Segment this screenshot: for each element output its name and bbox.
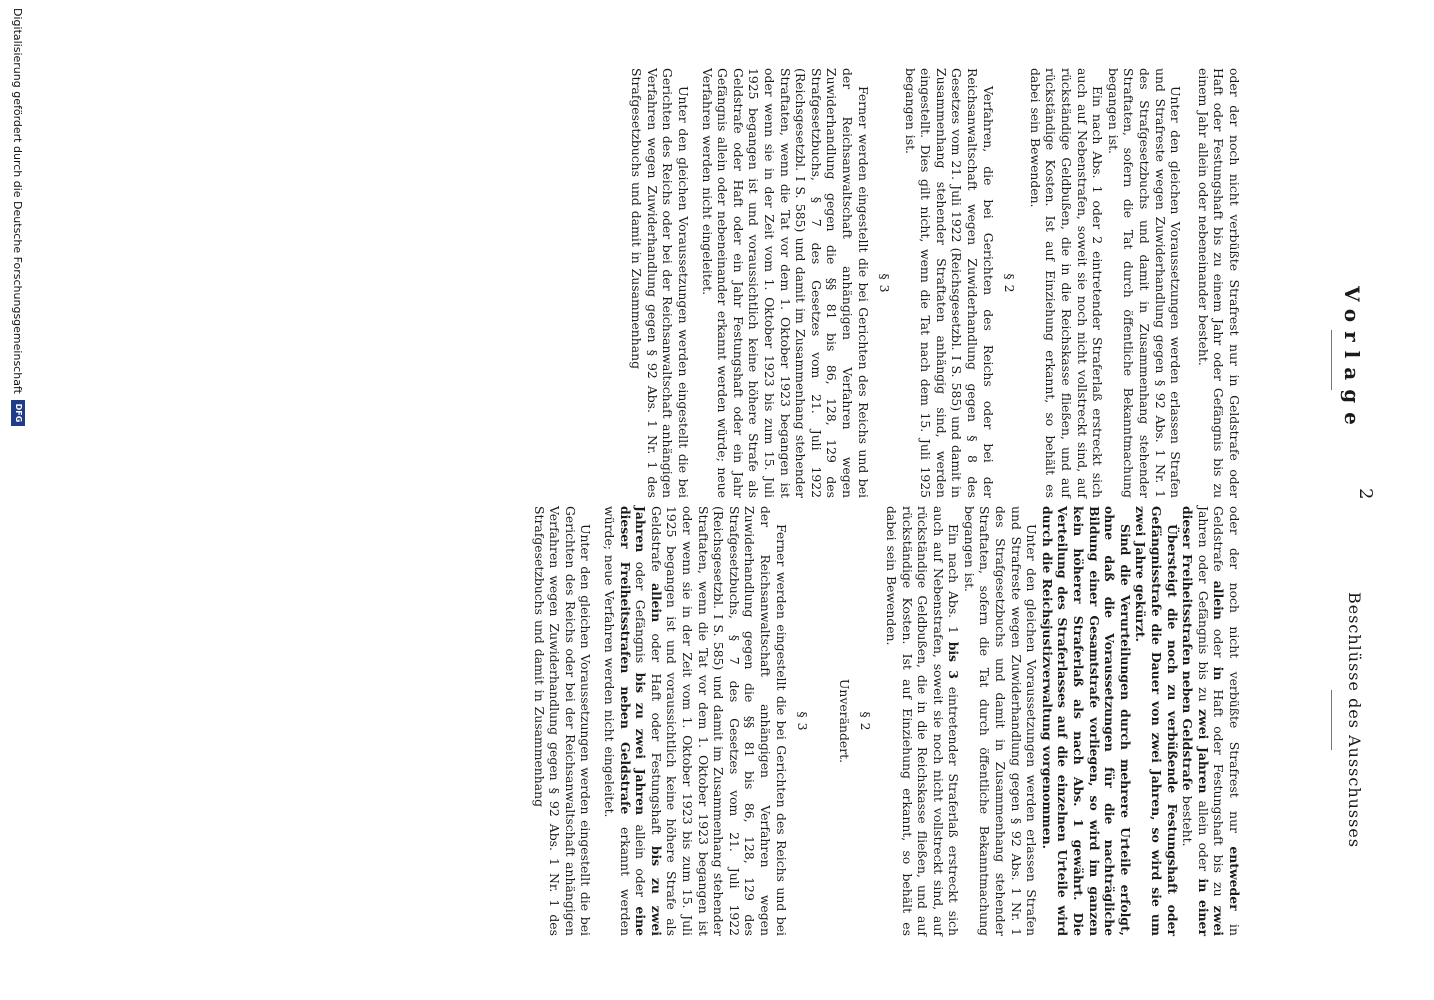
credit-text: Digitalisierung gefördert durch die Deutsche Forschungsgemeinschaft <box>11 8 25 394</box>
text-span: eintretender Straferlaß erstreckt sich auch auf Nebenstrafen, soweit sie noch nicht vollstreckt sind, auf rückständige Geldbußen, die in die Reichskasse fließen, und auf rückständige Kosten. Ist auf Einziehung erkannt, so behält es dabei sein Bewenden. <box>883 506 962 936</box>
bold-span: bis 3 <box>946 641 962 679</box>
vorlage-section-3-text: Ferner werden eingestellt die bei Gerichten des Reichs und bei der Reichsanwaltschaft anhängigen Verfahren wegen Zuwiderhandlung gegen die §§ 81 bis 86, 128, 129 des Strafgesetzbuchs, § 7 des Gesetzes vom 21. Juli 1922 (Reichsgesetzbl. I S. 585) und damit im Zusammenhang stehender Straftaten, wenn die Tat vor dem 1. Oktober 1923 begangen ist oder wenn sie in der Zeit vom 1. Oktober 1923 bis zum 15. Juli 1925 begangen ist und voraussichtlich keine höhere Strafe als Geldstrafe oder Haft oder ein Jahr Festungshaft oder ein Jahr Gefängnis allein oder nebeneinander erkannt werden würde; neue Verfahren werden nicht eingeleitet. <box>699 68 871 498</box>
dfg-logo-icon: DFG <box>11 400 25 426</box>
right-column-heading: Beschlüsse des Ausschusses <box>1345 591 1364 849</box>
text-span: in Geldstrafe <box>1211 506 1242 936</box>
beschluesse-section-2-text: Unverändert. <box>836 678 852 764</box>
text-span: allein oder <box>633 824 649 898</box>
beschluesse-section-2-sign: § 2 <box>858 711 874 731</box>
text-span: oder <box>1211 628 1227 658</box>
text-span: allein oder <box>1195 800 1211 872</box>
vorlage-section-2-text: Verfahren, die bei Gerichten des Reichs oder bei der Reichsanwaltschaft wegen Zuwiderhandlung gegen § 8 des Gesetzes vom 21. Juli 1922 (Reichsgesetzbl. I S. 585) und damit in Zusammenhang stehender Straftaten anhängig sind, werden eingestellt. Dies gilt nicht, wenn die Tat nach dem 15. Juli 1925 begangen ist. <box>902 68 996 498</box>
vorlage-intro-paragraph: oder der noch nicht verbüßte Strafrest nur in Geldstrafe oder Haft oder Festungshaft bis zu einem Jahr oder Gefängnis bis zu einem Jahr allein oder nebeneinander besteht. <box>1195 68 1242 498</box>
heading-rule-right <box>1331 690 1332 750</box>
bold-span: in einer dieser Freiheitsstrafen neben Geldstrafe <box>1180 506 1211 936</box>
beschluesse-column <box>531 506 1242 936</box>
bold-span: bis zu zwei Jahren <box>633 672 649 816</box>
beschluesse-paragraph-abs <box>883 506 961 936</box>
text-span: Haft oder Festungshaft bis zu <box>1211 689 1227 897</box>
bold-span: eine dieser Freiheitsstrafen neben Geldstrafe <box>617 506 649 936</box>
vorlage-paragraph-2: Unter den gleichen Voraussetzungen werden erlassen Strafen und Strafreste wegen Zuwiderhandlung gegen § 92 Abs. 1 Nr. 1 des Strafgesetzbuchs und damit in Zusammenhang stehender Straftaten, sofern die Tat durch öffentliche Bekanntmachung begangen ist. <box>1105 68 1184 498</box>
text-span: oder der noch nicht verbüßte Strafrest nur <box>1227 506 1242 833</box>
text-span: erkannt werden würde; neue Verfahren werden nicht eingeleitet. <box>602 506 633 936</box>
beschluesse-section-3-text-2: Unter den gleichen Voraussetzungen werden eingestellt die bei Gerichten des Reichs oder bei der Reichsanwaltschaft anhängigen Verfahren wegen Zuwiderhandlung gegen § 92 Abs. 1 Nr. 1 des Strafgesetzbuchs und damit in Zusammenhang <box>531 506 594 936</box>
page-number: 2 <box>1355 488 1376 500</box>
text-span: besteht. <box>1180 795 1196 847</box>
beschluesse-bold-paragraph-1: Übersteigt die noch zu verbüßende Festungshaft oder Gefängnisstrafe die Dauer von zwei Jahren, so wird sie um zwei Jahre gekürzt. <box>1133 506 1180 936</box>
beschluesse-section-3-sign: § 3 <box>795 711 811 731</box>
text-span: Ferner werden eingestellt die bei Gerichten des Reichs und bei der Reichsanwaltschaft anhängigen Verfahren wegen Zuwiderhandlung gegen die §§ 81 bis 86, 128, 129 des Strafgesetzbuchs, § 7 des Gesetzes vom 21. Juli 1922 (Reichsgesetzbl. I S. 585) und damit im Zusammenhang stehender Straftaten, wenn die Tat vor dem 1. Oktober 1923 begangen ist oder wenn sie in der Zeit vom 1. Oktober 1923 bis zum 15. Juli 1925 begangen ist und voraussichtlich keine höhere Strafe als Geldstrafe <box>648 506 789 936</box>
vorlage-paragraph-3: Ein nach Abs. 1 oder 2 eintretender Straferlaß erstreckt sich auch auf Nebenstrafen, soweit sie noch nicht vollstreckt sind, auf rückständige Geldbußen, die in die Reichskasse fließen, und auf rückständige Kosten. Ist auf Einziehung erkannt, so behält es dabei sein Bewenden. <box>1027 68 1106 498</box>
heading-rule-left <box>1331 330 1332 390</box>
beschluesse-section-3-text <box>601 506 788 936</box>
text-span: oder Haft oder Festungshaft <box>648 633 664 835</box>
bold-span: zwei <box>1211 905 1227 936</box>
vorlage-column <box>629 68 1242 498</box>
vorlage-section-3-sign: § 3 <box>877 273 893 293</box>
text-span: Ein nach Abs. 1 <box>946 524 962 634</box>
text-span: oder Gefängnis <box>633 561 649 664</box>
vorlage-section-2-sign: § 2 <box>1002 273 1018 293</box>
vorlage-section-3-text-2: Unter den gleichen Voraussetzungen werden eingestellt die bei Gerichten des Reichs oder bei der Reichsanwaltschaft anhängigen Verfahren wegen Zuwiderhandlung gegen § 92 Abs. 1 Nr. 1 des Strafgesetzbuchs und damit in Zusammenhang <box>629 68 691 498</box>
text-span: Jahren oder Gefängnis bis zu <box>1195 506 1211 702</box>
digitization-credit <box>8 8 28 993</box>
bold-span: zwei Jahren <box>1195 709 1211 794</box>
beschluesse-paragraph-under: Unter den gleichen Voraussetzungen werden erlassen Strafen und Strafreste wegen Zuwiderhandlung gegen § 92 Abs. 1 Nr. 1 des Strafgesetzbuchs und damit in Zusammenhang stehender Straftaten, sofern die Tat durch öffentliche Bekanntmachung begangen ist. <box>961 506 1040 936</box>
beschluesse-intro-paragraph <box>1180 506 1242 936</box>
beschluesse-bold-paragraph-2: Sind die Verurteilungen durch mehrere Urteile erfolgt, ohne daß die Voraussetzungen für die nachträgliche Bildung einer Gesamtstrafe vorliegen, so wird im ganzen kein höherer Straferlaß als nach Abs. 1 gewährt. Die Verteilung des Straferlasses auf die einzelnen Urteile wird durch die Reichsjustizverwaltung vorgenommen. <box>1039 506 1133 936</box>
bold-span: bis zu zwei Jahren <box>633 506 664 936</box>
bold-span: allein <box>648 583 664 623</box>
bold-span: entweder <box>1227 846 1242 911</box>
bold-span: in <box>1211 666 1227 681</box>
left-column-heading: Vorlage <box>1340 286 1364 434</box>
bold-span: allein <box>1211 580 1227 620</box>
